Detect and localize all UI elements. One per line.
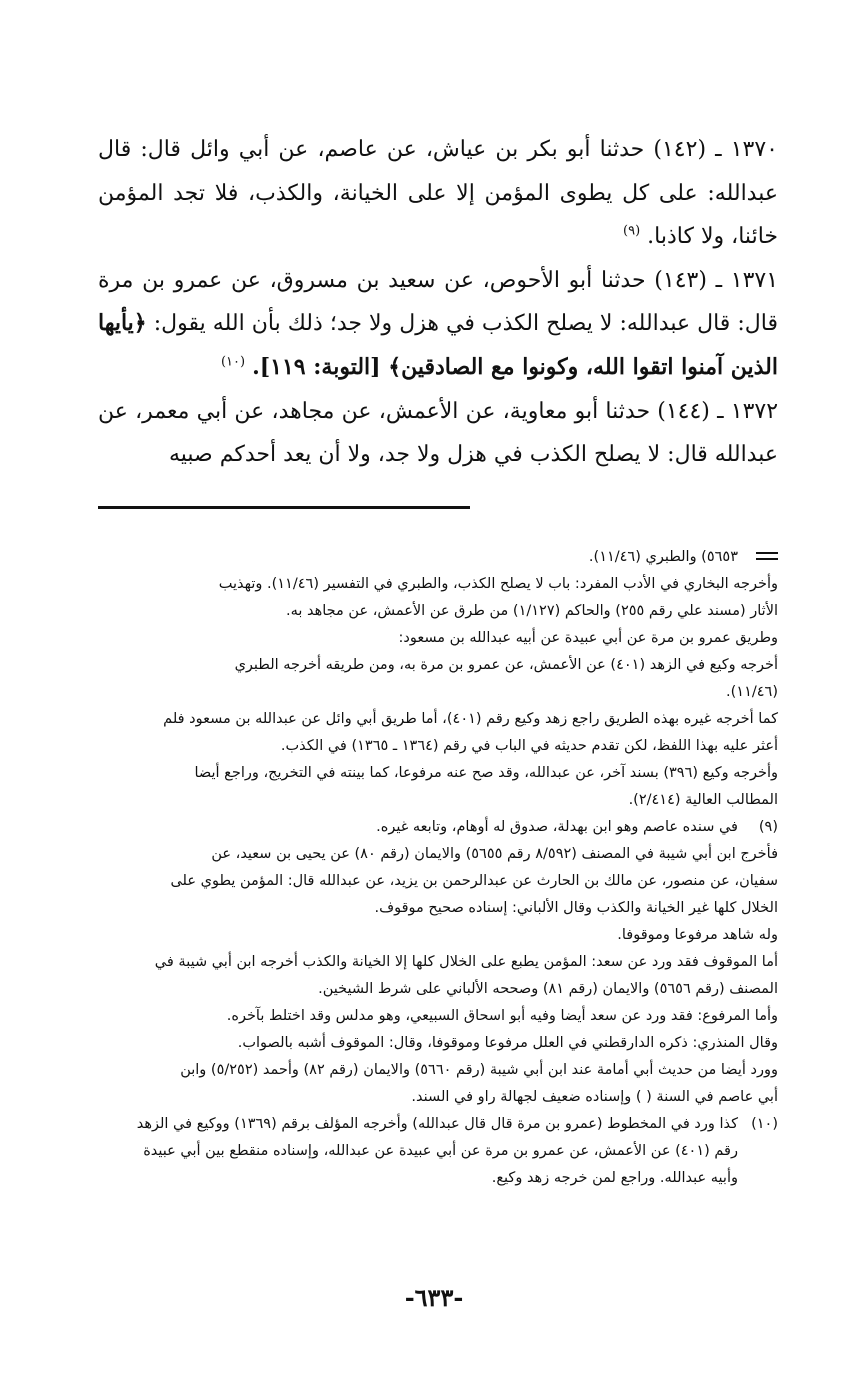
hadith-1371-text: ١٣٧١ ـ (١٤٣) حدثنا أبو الأحوص، عن سعيد بن مسروق، عن عمرو بن مرة قال: قال عبدالله: لا يصلح الكذب في هزل ولا جد؛ ذلك بأن الله يقول: — [98, 267, 779, 337]
footnote-line: وأما المرفوع: فقد ورد عن سعد أيضا وفيه أبو اسحاق السبيعي، وهو مدلس وقد اختلط بآخره. — [226, 1008, 778, 1024]
footnote-ref-10: (١٠) — [220, 354, 246, 370]
footnote-line: المطالب العالية (٢/٤١٤). — [628, 792, 778, 808]
footnote-ref-9: (٩) — [623, 223, 641, 239]
footnote-line: وأبيه عبدالله. وراجع لمن خرجه زهد وكيع. — [491, 1170, 738, 1186]
hadith-1372 — [98, 390, 778, 477]
hadith-1370 — [98, 128, 778, 259]
footnote-line: في سنده عاصم وهو ابن بهدلة، صدوق له أوهام، وتابعه غيره. — [376, 819, 738, 835]
footnote-line: أبي عاصم في السنة ( ) وإسناده ضعيف لجهالة راو في السند. — [411, 1089, 778, 1105]
footnote-line: فأخرج ابن أبي شيبة في المصنف (٨/٥٩٢ رقم ٥٦٥٥) والايمان (رقم ٨٠) عن يحيى بن سعيد، عن — [211, 846, 778, 862]
footnote-continuation — [100, 544, 778, 571]
footnote-line: أعثر عليه بهذا اللفظ، لكن تقدم حديثه في الباب في رقم (١٣٦٤ ـ ١٣٦٥) في الكذب. — [280, 738, 778, 754]
footnote-line: وورد أيضا من حديث أبي أمامة عند ابن أبي شيبة (رقم ٥٦٦٠) والايمان (رقم ٨٢) وأحمد (٥/٢٥٢) وابن — [180, 1062, 778, 1078]
footnote-line: أخرجه وكيع في الزهد (٤٠١) عن الأعمش، عن عمرو بن مرة به، ومن طريقه أخرجه الطبري — [234, 657, 778, 673]
continuation-mark — [756, 552, 778, 560]
footnote-line: وطريق عمرو بن مرة عن أبي عبيدة عن أبيه عبدالله بن مسعود: — [398, 630, 778, 646]
footnote-number: (٩) — [758, 819, 778, 835]
hadith-1371 — [98, 259, 778, 390]
footnote-line: سفيان، عن منصور، عن مالك بن الحارث عن عبدالرحمن بن يزيد، عن عبدالله قال: المؤمن يطوي على — [170, 873, 778, 889]
footnote-9 — [100, 814, 778, 841]
footnote-line: وأخرجه وكيع (٣٩٦) بسند آخر، عن عبدالله، وقد صح عنه مرفوعا، كما بينته في التخريج، وراجع أيضا — [194, 765, 778, 781]
footnote-line: كما أخرجه غيره بهذه الطريق راجع زهد وكيع رقم (٤٠١)، أما طريق أبي وائل عن عبدالله بن مسعود فلم — [163, 711, 778, 727]
footnote-line: الأثار (مسند علي رقم ٢٥٥) والحاكم (١/١٢٧) من طرق عن الأعمش، عن مجاهد به. — [285, 603, 778, 619]
footnote-line: وقال المنذري: ذكره الدارقطني في العلل مرفوعا وموقوفا، وقال: الموقوف أشبه بالصواب. — [237, 1035, 778, 1051]
footnote-line: ٥٦٥٣) والطبري (١١/٤٦). — [588, 549, 738, 565]
hadith-1372-text: ١٣٧٢ ـ (١٤٤) حدثنا أبو معاوية، عن الأعمش، عن مجاهد، عن أبي معمر، عن عبدالله قال: لا يصلح الكذب في هزل ولا جد، ولا أن يعد أحدكم صبيه — [98, 398, 779, 468]
hadith-1370-text: ١٣٧٠ ـ (١٤٢) حدثنا أبو بكر بن عياش، عن عاصم، عن أبي وائل قال: قال عبدالله: على كل يطوى المؤمن إلا على الخيانة، والكذب، فلا تجد المؤمن خائنا، ولا كاذبا. — [98, 137, 778, 250]
footnote-line: المصنف (رقم ٥٦٥٦) والايمان (رقم ٨١) وصححه الألباني على شرط الشيخين. — [318, 981, 778, 997]
footnote-line: (١١/٤٦). — [726, 684, 778, 700]
footnote-line: كذا ورد في المخطوط (عمرو بن مرة قال قال عبدالله) وأخرجه المؤلف برقم (١٣٦٩) ووكيع في الزهد — [136, 1116, 738, 1132]
footnote-line: أما الموقوف فقد ورد عن سعد: المؤمن يطبع على الخلال كلها إلا الخيانة والكذب أخرجه ابن أبي شيبة في — [154, 954, 778, 970]
footnote-line: وأخرجه البخاري في الأدب المفرد: باب لا يصلح الكذب، والطبري في التفسير (١١/٤٦). وتهذيب — [218, 576, 778, 592]
footnote-line: وله شاهد مرفوعا وموقوفا. — [617, 927, 778, 943]
main-text — [98, 128, 778, 477]
footnote-separator — [98, 506, 470, 509]
footnote-number: (١٠) — [751, 1116, 778, 1132]
quran-verse: ﴿يأيها الذين آمنوا اتقوا الله، وكونوا مع الصادقين﴾ [التوبة: ١١٩]. — [98, 310, 778, 380]
footnote-line: رقم (٤٠١) عن الأعمش، عن عمرو بن مرة عن أبي عبيدة عن عبدالله، وإسناده منقطع بين أبي عبيدة — [143, 1143, 738, 1159]
footnote-10 — [100, 1111, 778, 1138]
footnotes — [100, 544, 778, 1192]
page-number: -٦٣٣- — [404, 1283, 464, 1312]
footnote-line: الخلال كلها غير الخيانة والكذب وقال الألباني: إسناده صحيح موقوف. — [374, 900, 778, 916]
